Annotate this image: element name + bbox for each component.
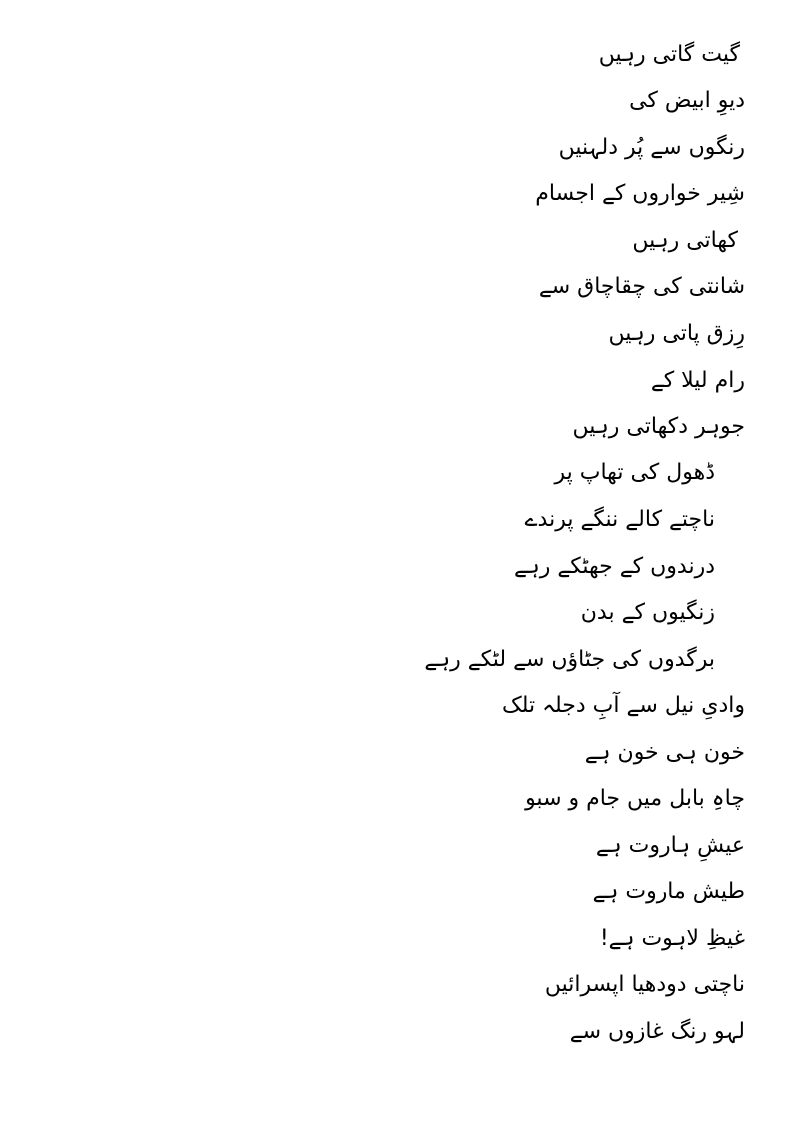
poem-line: رام لیلا کے xyxy=(650,368,745,393)
poem-line: رنگوں سے پُر دلہنیں xyxy=(558,135,745,160)
poem-line: گیت گاتی رہیں xyxy=(598,42,740,67)
poem-line: غیظِ لاہوت ہے! xyxy=(599,926,745,951)
poem-line: شانتی کی چقاچاق سے xyxy=(538,274,745,299)
poem-line: ڈھول کی تھاپ پر xyxy=(554,460,715,485)
poem-line: جوہر دکھاتی رہیں xyxy=(572,414,745,439)
poem-line: دیوِ ابیض کی xyxy=(629,88,745,113)
poem-line: چاہِ بابل میں جام و سبو xyxy=(525,786,745,811)
poem-line: رِزق پاتی رہیں xyxy=(608,321,745,346)
poem-line: لہو رنگ غازوں سے xyxy=(569,1019,745,1044)
poem-line: شِیر خواروں کے اجسام xyxy=(535,181,745,206)
poem-line: طیش ماروت ہے xyxy=(592,879,745,904)
poem-line: برگدوں کی جٹاؤں سے لٹکے رہے xyxy=(424,647,715,672)
poem-line: ناچتی دودھیا اپسرائیں xyxy=(544,972,745,997)
poem-line: زنگیوں کے بدن xyxy=(580,600,715,625)
poem-line: عیشِ ہاروت ہے xyxy=(595,833,745,858)
poem-line: ناچتے کالے ننگے پرندے xyxy=(524,507,715,532)
poem-line: کھاتی رہیں xyxy=(632,228,738,253)
poem-line: خون ہی خون ہے xyxy=(584,740,745,765)
poem-line: درندوں کے جھٹکے رہے xyxy=(513,554,715,579)
poem-line: وادیِ نیل سے آبِ دجلہ تلک xyxy=(502,693,745,718)
